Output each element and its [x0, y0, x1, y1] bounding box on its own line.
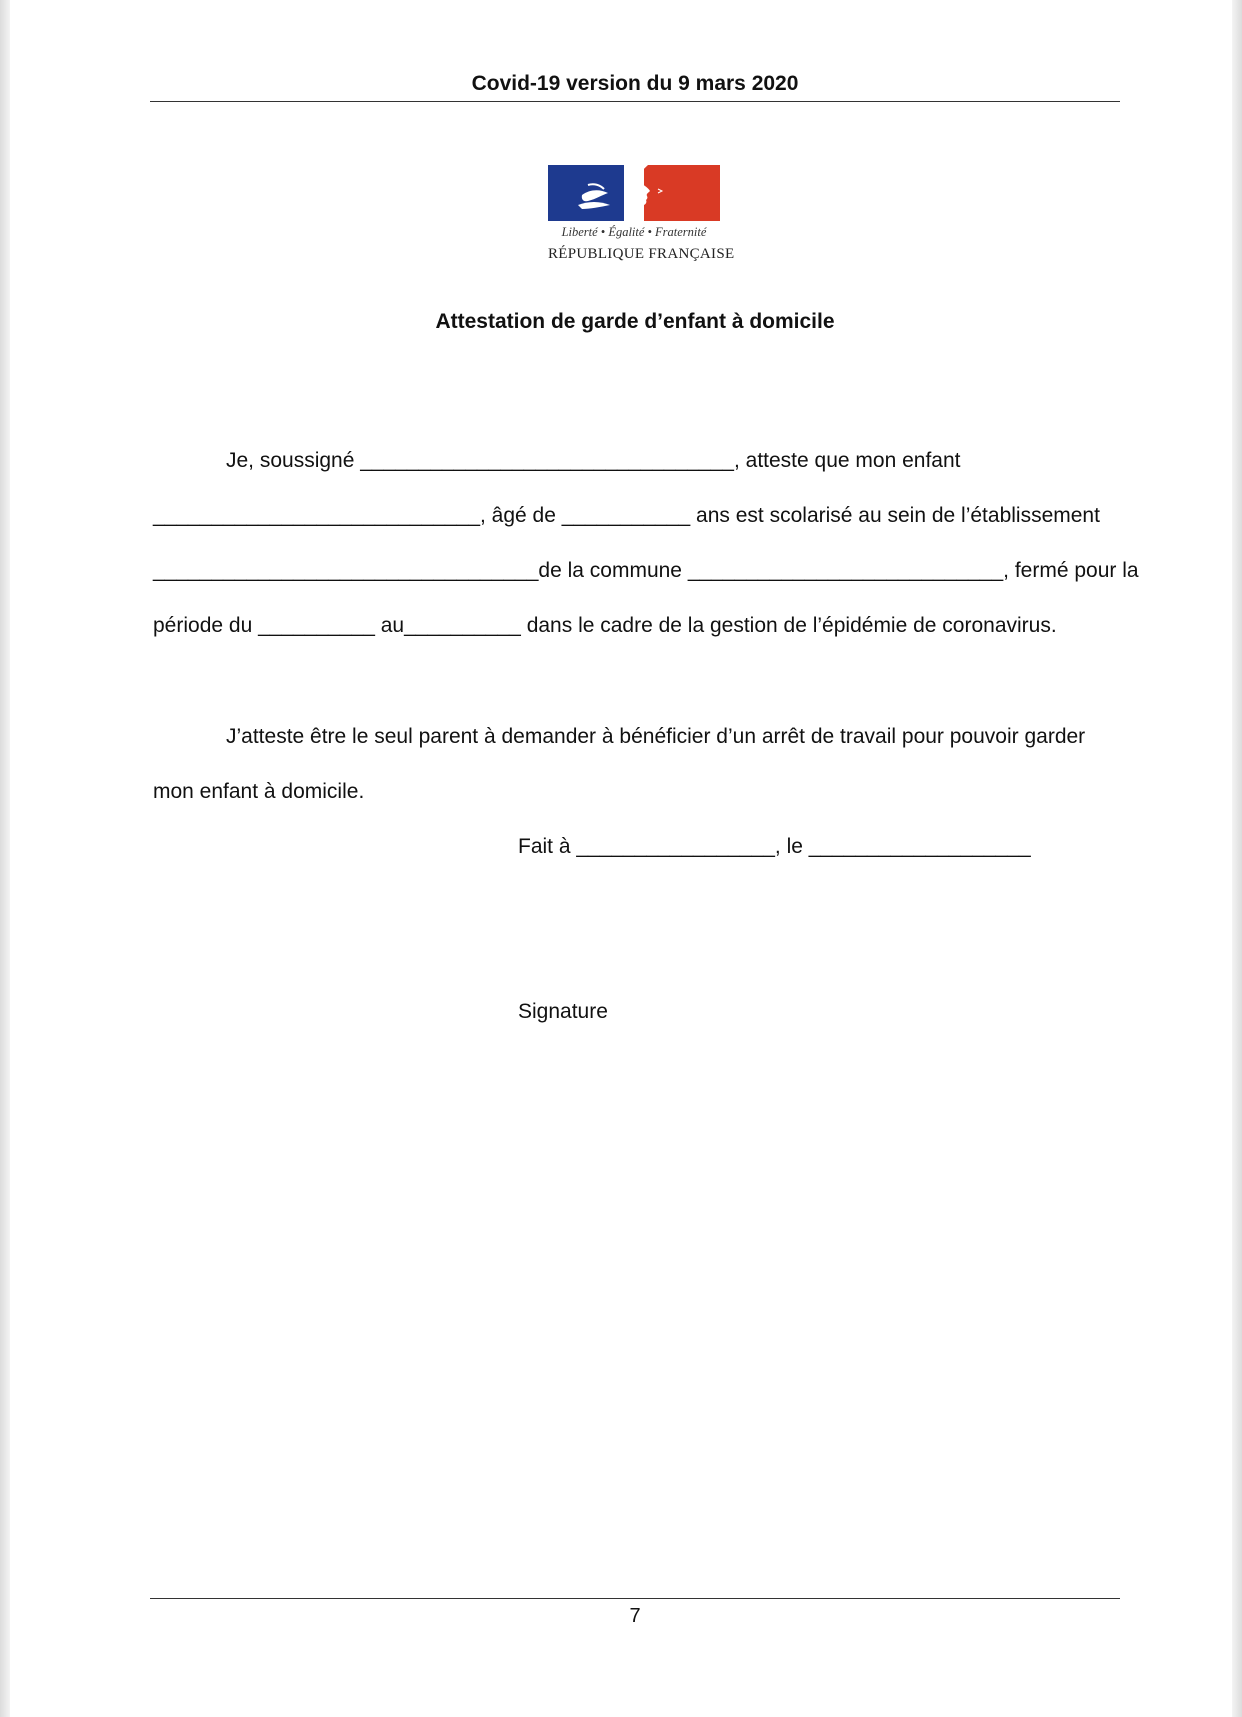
- page-left-edge: [0, 0, 10, 1717]
- logo-motto: Liberté • Égalité • Fraternité: [561, 225, 707, 239]
- paragraph1-line4: période du __________ au__________ dans le cadre de la gestion de l’épidémie de coronavirus.: [153, 614, 1057, 637]
- header-title: Covid-19 version du 9 mars 2020: [471, 72, 799, 95]
- page-number: 7: [629, 1605, 641, 1627]
- footer-rule: [150, 1598, 1120, 1599]
- paragraph2-line2: mon enfant à domicile.: [153, 780, 365, 803]
- paragraph1-line3: _________________________________de la commune ___________________________, fermé pour la: [153, 559, 1139, 582]
- marianne-logo-graphic: [548, 163, 720, 223]
- paragraph2-line1: J’atteste être le seul parent à demander à bénéficier d’un arrêt de travail pour pouvoir garder: [226, 725, 1086, 748]
- header-rule: [150, 101, 1120, 102]
- document-title: Attestation de garde d’enfant à domicile: [435, 310, 835, 333]
- marianne-logo: [548, 163, 720, 228]
- paragraph1-line2: ____________________________, âgé de ___________ ans est scolarisé au sein de l’établissement: [153, 504, 1100, 527]
- paragraph1-line1: Je, soussigné ________________________________, atteste que mon enfant: [226, 449, 961, 472]
- place-date-line: Fait à _________________, le ___________________: [518, 835, 1031, 858]
- signature-label: Signature: [518, 1000, 608, 1023]
- logo-name: RÉPUBLIQUE FRANÇAISE: [548, 246, 735, 262]
- page-right-edge: [1232, 0, 1242, 1717]
